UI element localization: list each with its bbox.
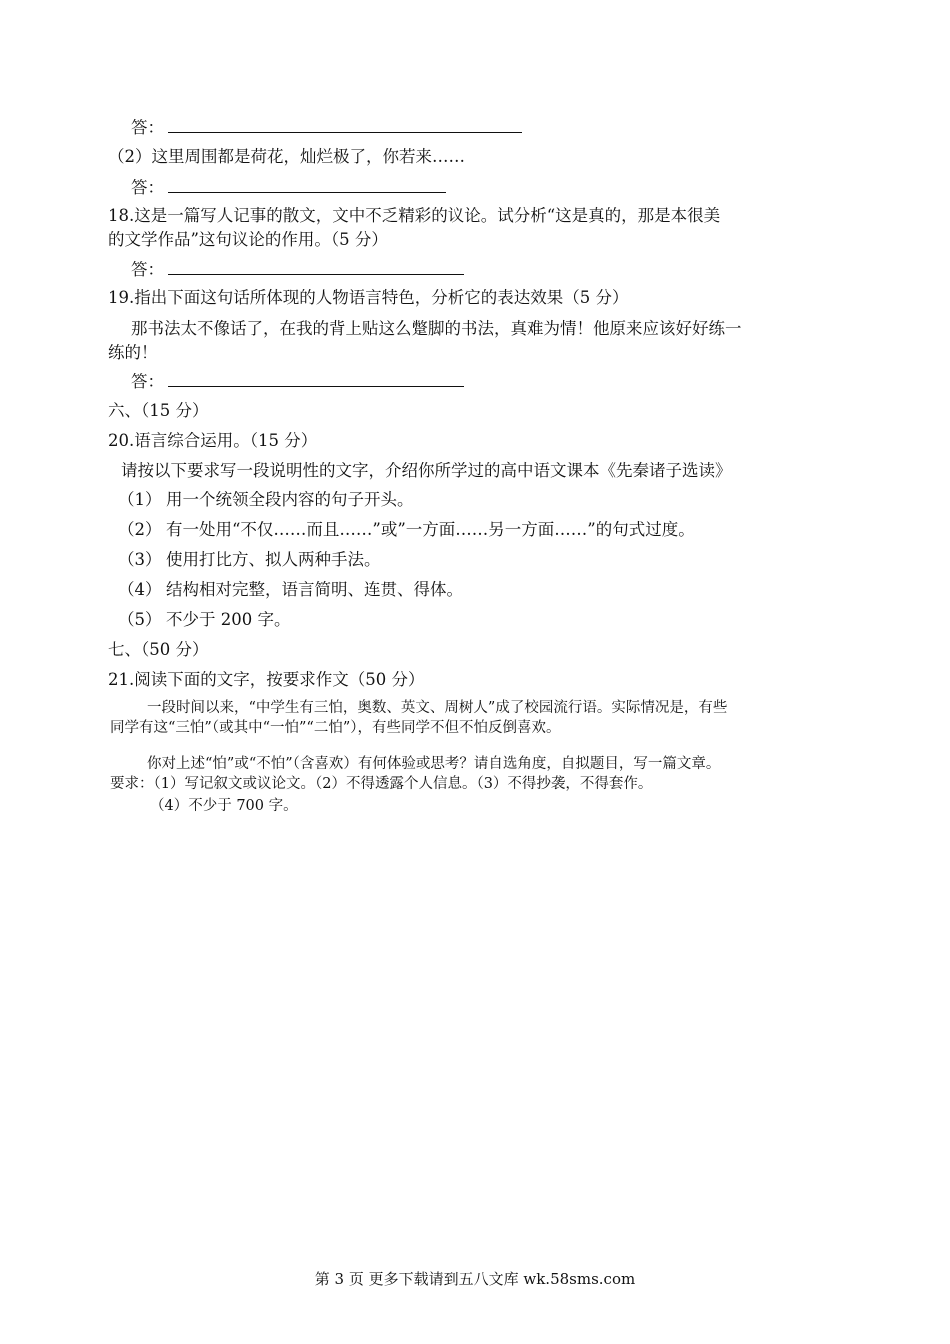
requirement-text: 使用打比方、拟人两种手法。 (166, 550, 381, 569)
question-21: 21.阅读下面的文字，按要求作文（50 分） (108, 670, 425, 689)
requirement-2 (118, 519, 695, 541)
answer-label: 答： (131, 178, 164, 197)
requirement-number: （4） (118, 580, 162, 599)
prompt-paragraph-1-line-1: 一段时间以来，“中学生有三怕，奥数、英文、周树人”成了校园流行语。实际情况是，有些 (147, 700, 728, 716)
requirement-number: （5） (118, 610, 162, 629)
answer-blank (168, 258, 464, 275)
answer-line-1 (131, 116, 522, 139)
answer-line-4 (131, 370, 464, 393)
question-19-quote-line-1: 那书法太不像话了，在我的背上贴这么蹩脚的书法，真难为情！他原来应该好好练一 (131, 319, 742, 338)
prompt-paragraph-1-line-2: 同学有这“三怕”（或其中“一怕”“二怕”），有些同学不但不怕反倒喜欢。 (110, 720, 561, 736)
requirement-5 (118, 609, 290, 631)
requirement-text: 用一个统领全段内容的句子开头。 (166, 490, 414, 509)
section-7-heading: 七、（50 分） (108, 640, 209, 659)
requirement-1 (118, 489, 414, 511)
prompt-paragraph-2-line-2: 要求：（1）写记叙文或议论文。（2）不得透露个人信息。（3）不得抄袭，不得套作。 (110, 776, 653, 792)
prompt-paragraph-2-line-1: 你对上述“怕”或“不怕”（含喜欢）有何体验或思考？请自选角度，自拟题目，写一篇文章。 (147, 756, 721, 772)
answer-label: 答： (131, 260, 164, 279)
page-footer: 第 3 页 更多下载请到五八文库 wk.58sms.com (314, 1270, 636, 1288)
prompt-paragraph-2-line-3: （4）不少于 700 字。 (150, 798, 298, 814)
answer-blank (168, 116, 522, 133)
answer-label: 答： (131, 118, 164, 137)
question-18-line-2: 的文学作品”这句议论的作用。（5 分） (108, 230, 388, 249)
requirement-number: （1） (118, 490, 162, 509)
answer-blank (168, 176, 446, 193)
requirement-3 (118, 549, 381, 571)
requirement-number: （2） (118, 520, 162, 539)
question-19-quote-line-2: 练的！ (108, 343, 158, 362)
requirement-4 (118, 579, 463, 601)
answer-line-3 (131, 258, 464, 281)
question-17-2: （2）这里周围都是荷花，灿烂极了，你若来…… (108, 147, 465, 166)
answer-blank (168, 370, 464, 387)
requirement-text: 有一处用“不仅……而且……”或”一方面……另一方面……”的句式过度。 (166, 520, 695, 539)
question-19: 19.指出下面这句话所体现的人物语言特色，分析它的表达效果（5 分） (108, 288, 629, 307)
answer-label: 答： (131, 372, 164, 391)
answer-line-2 (131, 176, 446, 199)
requirement-text: 结构相对完整，语言简明、连贯、得体。 (166, 580, 463, 599)
question-20-intro: 请按以下要求写一段说明性的文字，介绍你所学过的高中语文课本《先秦诸子选读》 (121, 461, 732, 480)
requirement-text: 不少于 200 字。 (166, 610, 291, 629)
section-6-heading: 六、（15 分） (108, 401, 209, 420)
requirement-number: （3） (118, 550, 162, 569)
question-20: 20.语言综合运用。（15 分） (108, 431, 318, 450)
question-18-line-1: 18.这是一篇写人记事的散文，文中不乏精彩的议论。试分析“这是真的，那是本很美 (108, 206, 721, 225)
